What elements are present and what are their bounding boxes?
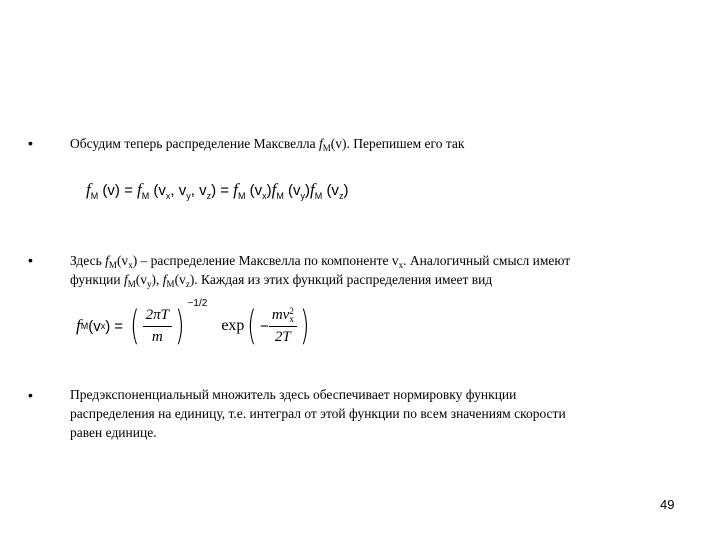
- eq-symbol: M: [314, 191, 323, 201]
- text: . Аналогичный смысл имеют: [403, 253, 571, 268]
- eq-symbol: ): [105, 317, 111, 335]
- eq-symbol: (v: [288, 182, 301, 199]
- text: f: [319, 136, 323, 151]
- fraction-numerator: [269, 307, 297, 327]
- eq-symbol: (v): [102, 182, 120, 199]
- eq-symbol: f: [76, 316, 81, 335]
- eq-symbol: mv: [271, 306, 290, 323]
- eq-symbol: (v: [326, 182, 339, 199]
- text: (v: [116, 253, 129, 268]
- eq-symbol: M: [141, 191, 150, 201]
- eq-symbol: =: [216, 182, 234, 199]
- text: z: [185, 279, 190, 289]
- eq-symbol: M: [90, 191, 99, 201]
- text: M: [108, 260, 117, 270]
- paragraph-3: [70, 385, 566, 442]
- eq-symbol: z: [338, 191, 344, 201]
- paragraph-2-line-2: [70, 270, 570, 289]
- eq-symbol: M: [237, 191, 246, 201]
- eq-symbol: ): [266, 182, 272, 199]
- text: ),: [151, 272, 163, 287]
- eq-symbol: ): [305, 182, 311, 199]
- eq-symbol: (v: [249, 182, 263, 199]
- fraction-1: [143, 307, 172, 346]
- text: Обсудим теперь распределение Максвелла: [70, 136, 319, 151]
- eq-symbol: 2: [289, 306, 294, 317]
- eq-symbol: M: [276, 191, 284, 201]
- fraction-denominator: m: [151, 328, 163, 345]
- paragraph-3-line-1: Предэкспоненциальный множитель здесь обеспечивает нормировку функции: [70, 387, 517, 402]
- fraction-denominator: 2T: [274, 328, 291, 345]
- eq-symbol: x: [289, 314, 294, 325]
- eq-paren: (: [247, 303, 257, 349]
- eq-symbol: (v: [153, 182, 166, 199]
- text: M: [166, 279, 175, 289]
- paragraph-3-line-2: распределения на единицу, т.е. интеграл от этой функции по всем значениям скорости: [70, 406, 566, 421]
- text: (v: [135, 272, 148, 287]
- eq-paren: (: [130, 303, 140, 349]
- eq-symbol: y: [300, 191, 306, 201]
- text: y: [147, 279, 152, 289]
- eq-symbol: =: [119, 182, 138, 199]
- text: M: [127, 279, 136, 289]
- eq-symbol: f: [137, 180, 142, 199]
- eq-symbol: f: [271, 180, 277, 199]
- eq-symbol: , v: [190, 182, 207, 199]
- text: x: [128, 260, 133, 270]
- text: f: [124, 272, 128, 287]
- text: f: [162, 272, 167, 287]
- bullet-marker: •: [28, 252, 33, 268]
- equation-component-distribution: f M (v x ) = ( $\frac{2\pi T}{m}$ ) −1/2 exp ( − mv 2 x 2T ): [76, 298, 310, 349]
- paragraph-2-line-1: [70, 251, 570, 270]
- eq-symbol: f: [310, 180, 315, 199]
- eq-symbol: f: [233, 180, 238, 199]
- text: ) – распределение Максвелла по компоненте v: [132, 253, 399, 268]
- eq-paren: ): [299, 303, 310, 349]
- text: функции: [70, 272, 124, 287]
- equation-factorization: [86, 180, 348, 200]
- eq-symbol: −: [260, 317, 269, 335]
- eq-symbol: , v: [170, 182, 187, 199]
- fraction-2: [269, 307, 297, 346]
- eq-symbol: f: [86, 180, 91, 199]
- bullet-marker: •: [28, 135, 33, 151]
- text: (v: [174, 272, 186, 287]
- eq-symbol: (v: [88, 317, 101, 335]
- paragraph-1: [70, 134, 464, 153]
- eq-symbol: ): [343, 182, 349, 199]
- eq-symbol: z: [206, 191, 212, 201]
- paragraph-3-line-3: равен единице.: [70, 425, 157, 440]
- text: Здесь: [70, 253, 106, 268]
- text: ). Каждая из этих функций распределения имеет вид: [189, 272, 493, 287]
- eq-symbol: y: [186, 191, 191, 201]
- eq-symbol: x: [165, 191, 171, 201]
- eq-symbol: ): [211, 182, 217, 199]
- paragraph-2: [70, 251, 570, 289]
- bullet-marker: •: [28, 387, 33, 403]
- eq-symbol: x: [262, 191, 267, 201]
- text: M: [322, 143, 331, 153]
- text: f: [105, 253, 109, 268]
- text: x: [398, 260, 404, 270]
- eq-paren: ): [175, 303, 185, 349]
- eq-symbol: =: [114, 317, 123, 335]
- eq-exp: exp: [221, 317, 245, 334]
- page-number: 49: [660, 497, 675, 512]
- fraction-numerator: 2πT: [143, 307, 172, 327]
- text: (v). Перепишем его так: [330, 136, 465, 151]
